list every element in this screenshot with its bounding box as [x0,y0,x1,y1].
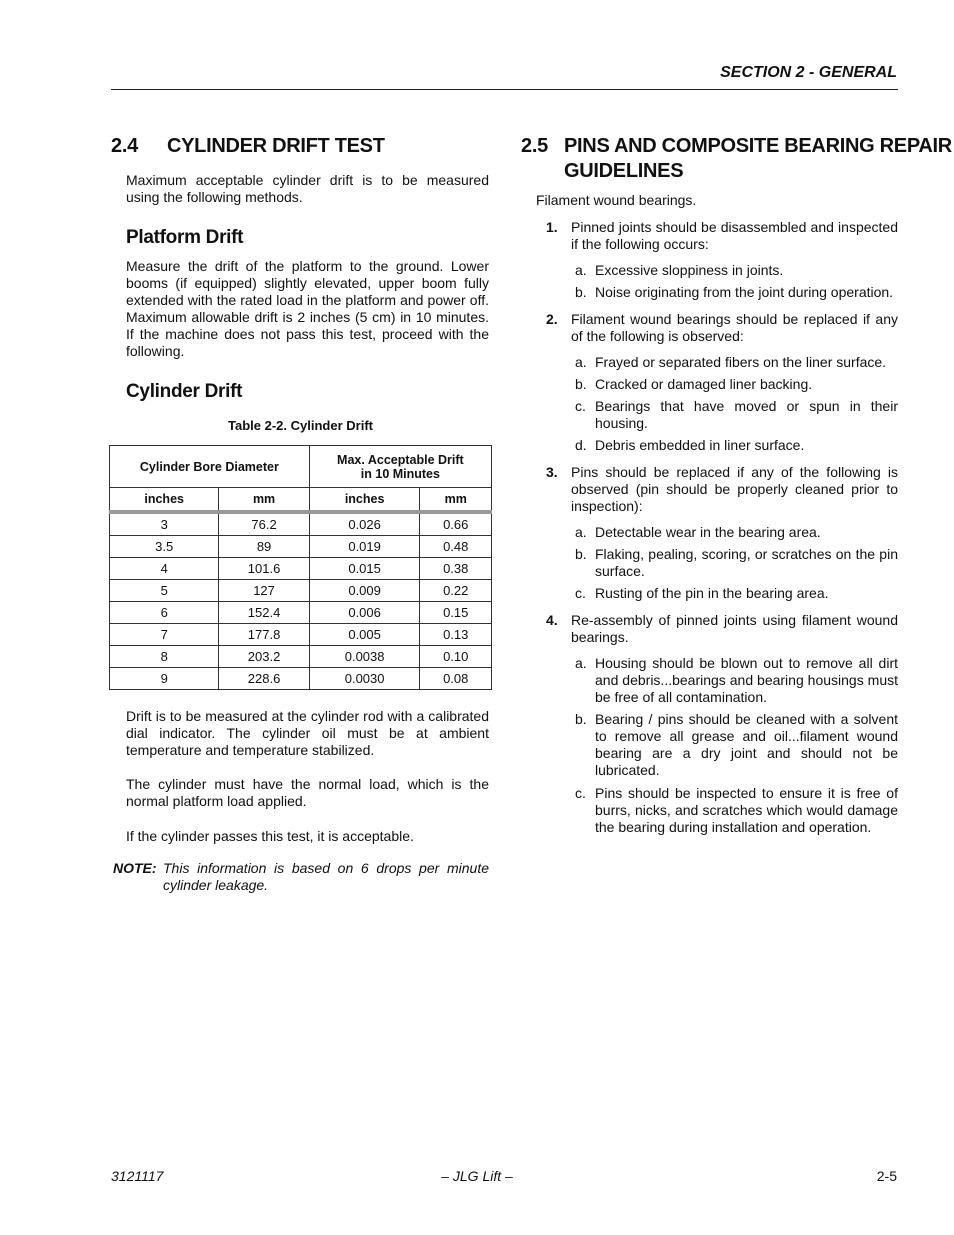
col-header-inches: inches [110,488,219,513]
header-rule [111,89,898,90]
table-cell: 127 [219,580,309,602]
table-cell: 0.22 [420,580,492,602]
section-2-4-heading [111,134,385,159]
table-cell: 5 [110,580,219,602]
table-cell: 0.48 [420,536,492,558]
list-number: 4. [546,612,558,628]
sub-text: Bearing / pins should be cleaned with a solvent to remove all grease and oil...filament wound bearing are a dry joint and should not be lubricated. [595,711,898,778]
table-cell: 0.38 [420,558,492,580]
table-cell: 0.0038 [309,646,420,668]
sub-letter: c. [575,398,586,414]
cylinder-drift-table [109,445,492,690]
footer-brand: – JLG Lift – [441,1168,513,1184]
sub-letter: c. [575,785,586,801]
sub-letter: b. [575,546,587,562]
note-label: NOTE: [113,860,157,876]
sub-letter: b. [575,284,587,300]
table-cell: 228.6 [219,668,309,690]
table-cell: 7 [110,624,219,646]
sub-text: Rusting of the pin in the bearing area. [595,585,829,601]
platform-drift-heading: Platform Drift [126,227,244,248]
table-cell: 6 [110,602,219,624]
sub-letter: b. [575,711,587,727]
sub-text: Cracked or damaged liner backing. [595,376,813,392]
list-text: Pins should be replaced if any of the following is observed (pin should be properly cleaned prior to inspection): [571,464,898,514]
table-row [110,602,492,624]
table-cell: 177.8 [219,624,309,646]
table-cell: 0.10 [420,646,492,668]
table-row [110,536,492,558]
table-cell: 0.005 [309,624,420,646]
table-cell: 101.6 [219,558,309,580]
section-title: CYLINDER DRIFT TEST [167,135,385,157]
sub-text: Debris embedded in liner surface. [595,437,805,453]
section-number: 2.4 [111,135,138,157]
sub-letter: a. [575,262,587,278]
doc-number: 3121117 [111,1168,164,1184]
table-row [110,646,492,668]
page-number: 2-5 [876,1168,897,1184]
table-cell: 0.015 [309,558,420,580]
table-cell: 3.5 [110,536,219,558]
list-text: Pinned joints should be disassembled and inspected if the following occurs: [571,219,898,252]
sub-letter: c. [575,585,586,601]
sub-letter: a. [575,655,587,671]
normal-load-paragraph: The cylinder must have the normal load, which is the normal platform load applied. [126,776,489,809]
sub-text: Bearings that have moved or spun in their housing. [595,398,898,431]
table-cell: 4 [110,558,219,580]
table-cell: 0.006 [309,602,420,624]
sub-letter: a. [575,524,587,540]
table-subheader-row [110,488,492,513]
section-2-5-heading [521,134,952,184]
table-header-row [110,446,492,488]
section-number: 2.5 [521,135,548,157]
table-row [110,668,492,690]
sub-text: Flaking, pealing, scoring, or scratches on the pin surface. [595,546,898,579]
table-caption: Table 2-2. Cylinder Drift [228,418,373,433]
intro-paragraph: Maximum acceptable cylinder drift is to be measured using the following methods. [126,172,489,205]
list-number: 2. [546,311,558,327]
sub-text: Noise originating from the joint during operation. [595,284,894,300]
section-title-line2: GUIDELINES [564,160,684,182]
list-number: 3. [546,464,558,480]
header-max-drift-line1: Max. Acceptable Drift [337,452,464,467]
table-row [110,580,492,602]
col-header-mm: mm [219,488,309,513]
table-cell: 152.4 [219,602,309,624]
section-header: SECTION 2 - GENERAL [720,64,897,81]
sub-text: Pins should be inspected to ensure it is free of burrs, nicks, and scratches which would damage the bearing during installation and operation. [595,785,898,835]
filament-intro: Filament wound bearings. [536,192,697,208]
sub-letter: d. [575,437,587,453]
sub-text: Detectable wear in the bearing area. [595,524,821,540]
sub-text: Housing should be blown out to remove all dirt and debris...bearings and bearing housings must be free of all contamination. [595,655,898,705]
cylinder-drift-heading: Cylinder Drift [126,381,243,402]
col-header-mm: mm [420,488,492,513]
table-cell: 0.66 [420,512,492,536]
header-max-drift [309,446,491,488]
table-cell: 9 [110,668,219,690]
list-text: Re-assembly of pinned joints using filament wound bearings. [571,612,898,645]
col-header-inches: inches [309,488,420,513]
header-bore-diameter: Cylinder Bore Diameter [110,446,310,488]
drift-measure-paragraph: Drift is to be measured at the cylinder rod with a calibrated dial indicator. The cylinder oil must be at ambient temperature and temperature stabilized. [126,708,489,758]
list-number: 1. [546,219,558,235]
table-cell: 89 [219,536,309,558]
sub-letter: a. [575,354,587,370]
table-cell: 0.009 [309,580,420,602]
section-title-line1: PINS AND COMPOSITE BEARING REPAIR [564,135,952,157]
table-row [110,558,492,580]
note-text: This information is based on 6 drops per minute cylinder leakage. [163,860,489,893]
table-cell: 0.026 [309,512,420,536]
acceptable-paragraph: If the cylinder passes this test, it is acceptable. [126,828,414,844]
sub-text: Frayed or separated fibers on the liner surface. [595,354,887,370]
table-cell: 8 [110,646,219,668]
table-cell: 0.0030 [309,668,420,690]
sub-letter: b. [575,376,587,392]
table-cell: 0.08 [420,668,492,690]
sub-text: Excessive sloppiness in joints. [595,262,784,278]
platform-drift-paragraph: Measure the drift of the platform to the ground. Lower booms (if equipped) slightly elevated, upper boom fully extended with the rated load in the platform and power off. Maximum allowable drift is 2 inches (5 cm) in 10 minutes. If the machine does not pass this test, proceed with the following. [126,258,489,359]
table-row [110,512,492,536]
table-cell: 0.15 [420,602,492,624]
table-row [110,624,492,646]
list-text: Filament wound bearings should be replaced if any of the following is observed: [571,311,898,344]
table-cell: 76.2 [219,512,309,536]
table-cell: 3 [110,512,219,536]
table-cell: 0.13 [420,624,492,646]
table-cell: 203.2 [219,646,309,668]
header-max-drift-line2: in 10 Minutes [360,466,440,481]
table-cell: 0.019 [309,536,420,558]
